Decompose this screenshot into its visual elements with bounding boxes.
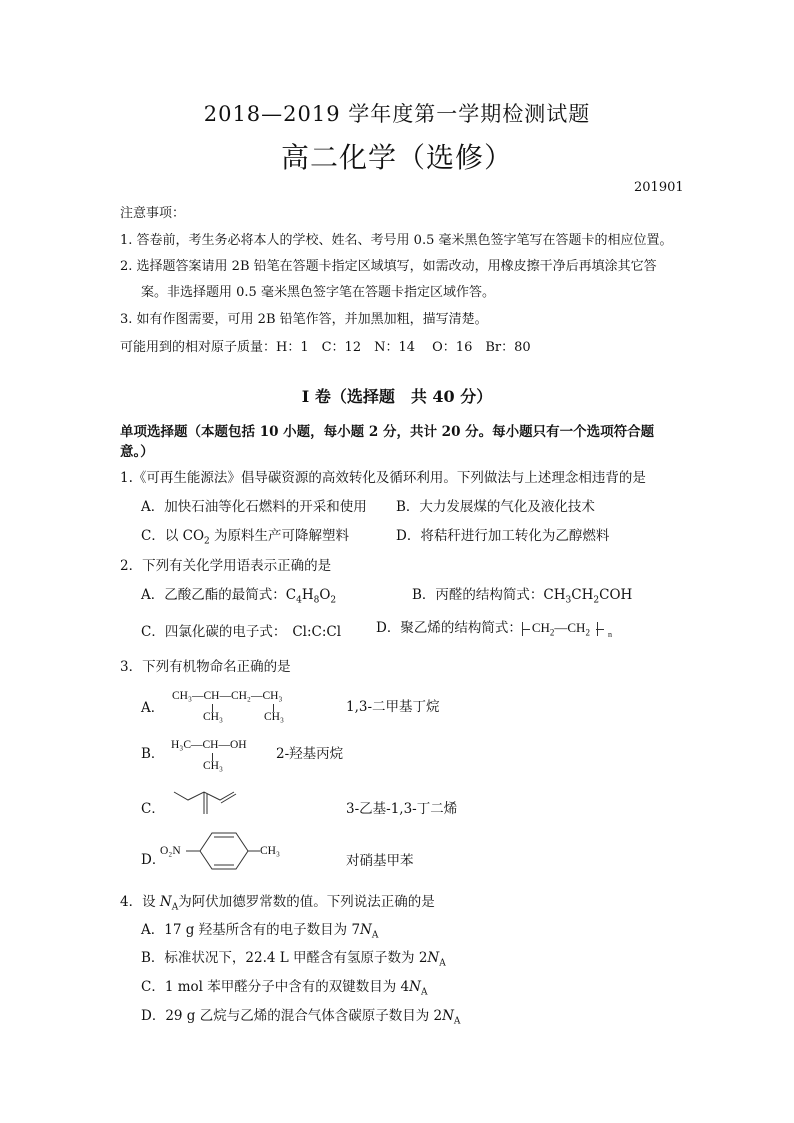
q1-option-c: C．以 $CO_2$ 为原料生产可降解塑料 (141, 528, 350, 547)
q3-a-sub-2: CH₃ (264, 711, 284, 723)
q1-option-a: A．加快石油等化石燃料的开采和使用 (141, 499, 367, 515)
q3-option-b-name: 2-羟基丙烷 (276, 746, 344, 762)
q4-option-d: D．29 g 乙烷与乙烯的混合气体含碳原子数目为 $2N_A$ (141, 1008, 461, 1027)
q4-option-b: B．标准状况下，22.4 L 甲醛含有氢原子数为 $2N_A$ (141, 950, 446, 969)
q3-stem: 3．下列有机物命名正确的是 (120, 659, 291, 675)
q3-c-skeletal-structure (168, 782, 244, 820)
q1-option-d: D．将秸秆进行加工转化为乙醇燃料 (396, 528, 610, 544)
section-title: Ⅰ 卷（选择题 共 40 分） (301, 387, 493, 406)
q1-option-b: B．大力发展煤的气化及液化技术 (396, 499, 595, 515)
q2-option-d: D．聚乙烯的结构简式： $CH_2—CH_2$ n (376, 620, 612, 639)
q3-a-sub-1: CH₃ (203, 711, 223, 723)
q3-b-main-chain: H₃C—CH—OH (171, 739, 247, 751)
exam-code: 201901 (634, 180, 684, 195)
ccl4-formula: Cl:C:Cl (292, 624, 342, 640)
notice-item-1: 1. 答卷前，考生务必将本人的学校、姓名、考号用 0.5 毫米黑色签字笔写在答题卡的相应位置。 (120, 233, 673, 248)
notice-item-2: 2. 选择题答案请用 2B 铅笔在答题卡指定区域填写，如需改动，用橡皮擦干净后再填涂其它答 (120, 259, 657, 274)
q2-option-c: C．四氯化碳的电子式： Cl:C:Cl (141, 624, 342, 640)
section-instructions-cont: 意。） (120, 444, 154, 460)
q3-option-c-label: C． (141, 801, 165, 817)
q3-option-a-label: A． (141, 700, 165, 716)
q1-stem: 1.《可再生能源法》倡导碳资源的高效转化及循环利用。下列做法与上述理念相违背的是 (120, 470, 646, 486)
q2-option-b: B．丙醛的结构简式：$CH_3CH_2COH$ (412, 587, 633, 606)
notice-heading: 注意事项： (120, 206, 186, 221)
q3-option-a-name: 1,3-二甲基丁烷 (346, 699, 440, 715)
exam-title: 2018—2019 学年度第一学期检测试题 (203, 102, 591, 126)
q3-a-main-chain: CH₃—CH—CH₂—CH₃ (172, 690, 283, 702)
q3-d-left-group: O₂N (160, 845, 181, 857)
notice-item-2-cont: 案。非选择题用 0.5 毫米黑色签字笔在答题卡指定区域作答。 (141, 285, 495, 300)
q3-option-d-name: 对硝基甲苯 (346, 853, 414, 869)
q3-d-benzene-ring (186, 830, 262, 872)
q4-option-a: A．17 g 羟基所含有的电子数目为 $7N_A$ (141, 922, 379, 941)
q3-b-sub: CH₃ (203, 760, 223, 772)
q3-option-b-label: B． (141, 746, 165, 762)
q2-stem: 2．下列有关化学用语表示正确的是 (120, 558, 332, 574)
q3-d-right-group: CH₃ (260, 845, 280, 857)
exam-subtitle: 高二化学（选修） (280, 141, 513, 174)
notice-item-3: 3. 如有作图需要，可用 2B 铅笔作答，并加黑加粗，描写清楚。 (120, 312, 488, 327)
q4-stem: 4．设 $N_A$为阿伏加德罗常数的值。下列说法正确的是 (120, 894, 435, 913)
q2-option-a: A．乙酸乙酯的最简式：$C_4H_8O_2$ (141, 587, 337, 606)
atomic-mass-line: 可能用到的相对原子质量：H：1 C：12 N：14 O：16 Br：80 (120, 340, 531, 355)
q4-option-c: C．1 mol 苯甲醛分子中含有的双键数目为 $4N_A$ (141, 979, 428, 998)
polyethylene-formula: $CH_2—CH_2$ n (522, 620, 598, 638)
section-instructions: 单项选择题（本题包括 10 小题，每小题 2 分，共计 20 分。每小题只有一个选项符合题 (120, 424, 655, 440)
q3-option-d-label: D． (141, 852, 166, 868)
q3-option-c-name: 3-乙基-1,3-丁二烯 (346, 801, 458, 817)
